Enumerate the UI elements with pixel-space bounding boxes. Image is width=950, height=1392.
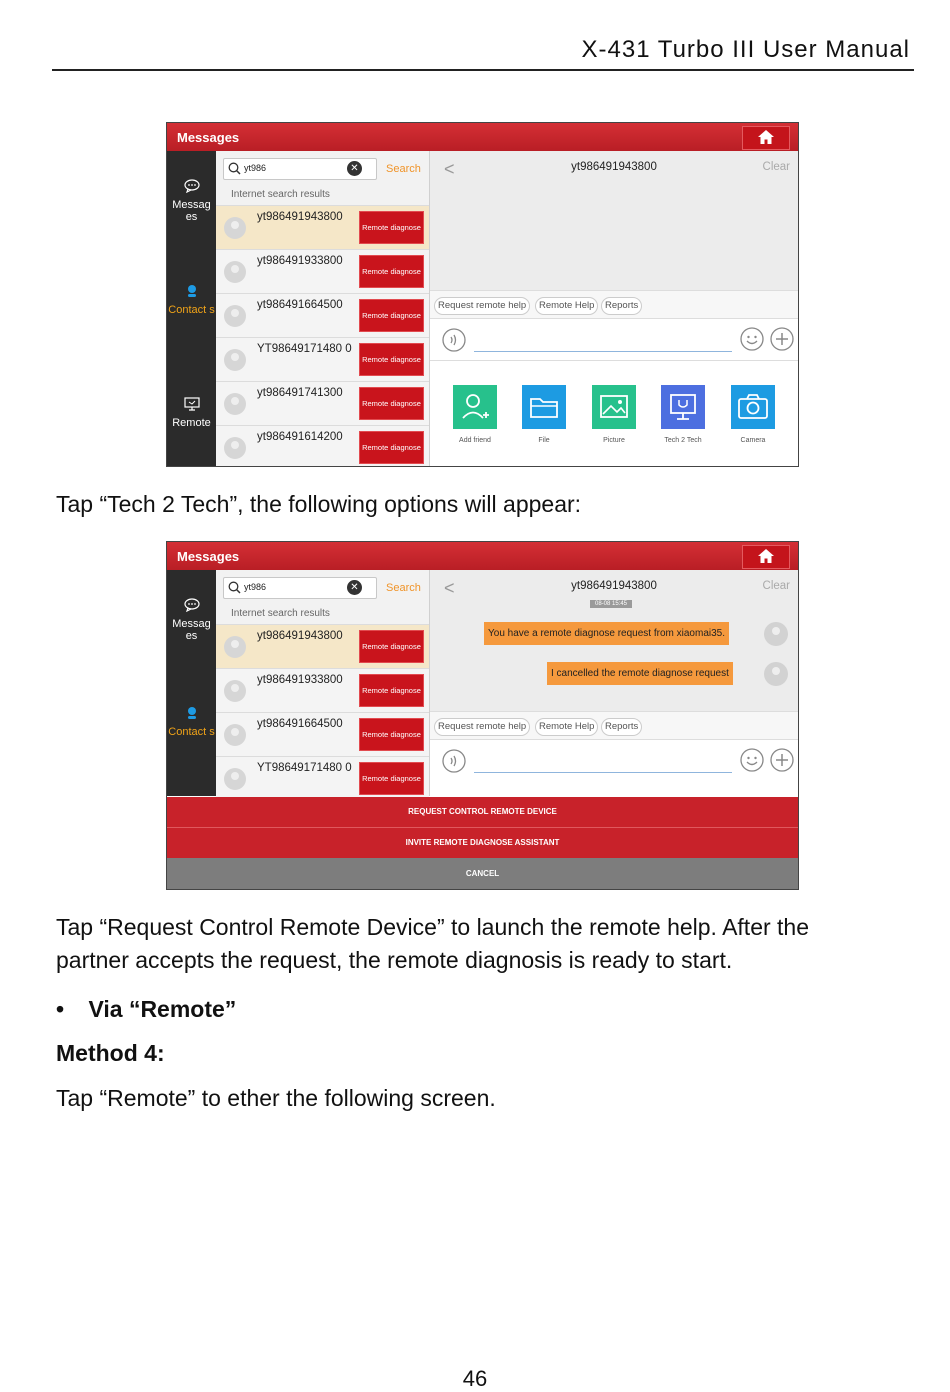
remote-help-button[interactable]: Remote Help xyxy=(535,297,598,315)
back-chevron-icon[interactable]: < xyxy=(444,578,455,598)
request-control-remote-device-button[interactable]: REQUEST CONTROL REMOTE DEVICE xyxy=(167,797,798,828)
search-icon xyxy=(228,581,241,594)
action-bar xyxy=(430,711,798,740)
remote-diagnose-button[interactable]: Remote diagnose xyxy=(359,255,424,288)
tool-picture[interactable] xyxy=(584,385,644,444)
remote-diagnose-button[interactable]: Remote diagnose xyxy=(359,762,424,795)
message-input-bar xyxy=(430,318,798,361)
message-timestamp: 08-08 15:45 xyxy=(590,600,632,608)
search-input-value: yt986 xyxy=(244,582,267,592)
sidebar xyxy=(167,570,216,796)
contact-icon xyxy=(185,706,199,720)
sidebar-item-messages[interactable] xyxy=(167,598,216,642)
chat-message: You have a remote diagnose request from xiaomai35. xyxy=(484,622,729,645)
list-item-name: YT98649171480 0 xyxy=(257,343,352,355)
sidebar-item-remote[interactable] xyxy=(167,397,216,429)
tool-label: Picture xyxy=(603,437,625,444)
list-item-name: yt986491943800 xyxy=(257,211,343,223)
chat-area xyxy=(430,151,798,290)
title-bar-label: Messages xyxy=(177,549,240,564)
clear-chat-button[interactable]: Clear xyxy=(762,580,790,592)
avatar xyxy=(764,662,788,686)
avatar xyxy=(224,305,246,327)
manual-title: X-431 Turbo III User Manual xyxy=(581,36,910,63)
bullet-label: Via “Remote” xyxy=(88,996,237,1022)
clear-chat-button[interactable]: Clear xyxy=(762,161,790,173)
avatar xyxy=(224,393,246,415)
avatar xyxy=(764,622,788,646)
results-header: Internet search results xyxy=(231,608,330,619)
message-input-bar xyxy=(430,739,798,797)
header-rule xyxy=(52,69,914,71)
contact-icon xyxy=(185,284,199,298)
clear-search-icon[interactable]: ✕ xyxy=(347,161,362,176)
list-item[interactable] xyxy=(216,425,429,467)
tool-label: Tech 2 Tech xyxy=(664,437,702,444)
page-number: 46 xyxy=(462,1366,488,1391)
list-item[interactable] xyxy=(216,293,429,337)
avatar xyxy=(224,680,246,702)
list-item-name: yt986491933800 xyxy=(257,674,343,686)
list-item-name: YT98649171480 0 xyxy=(257,762,352,774)
search-input[interactable] xyxy=(223,158,377,180)
list-item[interactable] xyxy=(216,756,429,800)
avatar xyxy=(224,636,246,658)
list-item[interactable] xyxy=(216,712,429,756)
home-icon xyxy=(758,549,774,563)
avatar xyxy=(224,349,246,371)
tool-label: File xyxy=(538,437,550,444)
title-bar xyxy=(167,542,798,570)
clear-search-icon[interactable]: ✕ xyxy=(347,580,362,595)
avatar xyxy=(224,724,246,746)
chat-peer-name: yt986491943800 xyxy=(571,161,657,173)
list-item-name: yt986491664500 xyxy=(257,299,343,311)
plus-icon[interactable] xyxy=(770,327,794,351)
tool-tech-2-tech[interactable] xyxy=(653,385,713,444)
tool-camera[interactable] xyxy=(723,385,783,444)
list-item[interactable] xyxy=(216,249,429,293)
search-results-pane xyxy=(216,570,430,796)
instruction-paragraph-remote: Tap “Remote” to ether the following screen. xyxy=(56,1085,496,1111)
caption-tech-2-tech: Tap “Tech 2 Tech”, the following options will appear: xyxy=(56,491,582,517)
list-item[interactable] xyxy=(216,381,429,425)
request-remote-help-button[interactable]: Request remote help xyxy=(434,297,530,315)
bullet-item xyxy=(56,996,236,1023)
avatar xyxy=(224,217,246,239)
tool-label: Camera xyxy=(740,437,766,444)
remote-diagnose-button[interactable]: Remote diagnose xyxy=(359,630,424,663)
reports-button[interactable]: Reports xyxy=(601,297,642,315)
remote-diagnose-button[interactable]: Remote diagnose xyxy=(359,431,424,464)
search-input[interactable] xyxy=(223,577,377,599)
message-input[interactable] xyxy=(474,772,732,773)
chat-message: I cancelled the remote diagnose request xyxy=(547,662,733,685)
remote-help-button[interactable]: Remote Help xyxy=(535,718,598,736)
list-item-name: yt986491614200 xyxy=(257,431,343,443)
screenshot-tech-2-tech-options xyxy=(166,541,799,890)
cancel-button[interactable]: CANCEL xyxy=(167,858,798,889)
home-icon xyxy=(758,130,774,144)
home-button[interactable] xyxy=(742,126,790,150)
reports-button[interactable]: Reports xyxy=(601,718,642,736)
remote-diagnose-button[interactable]: Remote diagnose xyxy=(359,387,424,420)
results-header: Internet search results xyxy=(231,189,330,200)
attachment-tools xyxy=(430,360,798,467)
sidebar-item-label: Contact s xyxy=(168,726,215,738)
back-chevron-icon[interactable]: < xyxy=(444,159,455,179)
search-button[interactable]: Search xyxy=(386,582,421,594)
bullet-dot: • xyxy=(56,996,65,1022)
invite-remote-diagnose-assistant-button[interactable]: INVITE REMOTE DIAGNOSE ASSISTANT xyxy=(167,828,798,858)
chat-peer-name: yt986491943800 xyxy=(571,580,657,592)
avatar xyxy=(224,768,246,790)
avatar xyxy=(224,261,246,283)
request-remote-help-button[interactable]: Request remote help xyxy=(434,718,530,736)
list-item[interactable] xyxy=(216,205,429,249)
search-results-pane xyxy=(216,151,430,466)
chat-area xyxy=(430,570,798,711)
remote-diagnose-button[interactable]: Remote diagnose xyxy=(359,211,424,244)
list-item-name: yt986491664500 xyxy=(257,718,343,730)
tech-2-tech-icon xyxy=(661,385,705,429)
emoji-icon[interactable] xyxy=(740,327,764,351)
message-input[interactable] xyxy=(474,351,732,352)
method-heading: Method 4: xyxy=(56,1040,165,1066)
home-button[interactable] xyxy=(742,545,790,569)
add-friend-icon xyxy=(453,385,497,429)
title-bar xyxy=(167,123,798,151)
title-bar-label: Messages xyxy=(177,130,240,145)
action-bar xyxy=(430,290,798,319)
remote-monitor-icon xyxy=(184,397,200,411)
voice-icon[interactable] xyxy=(442,328,466,352)
list-item[interactable] xyxy=(216,337,429,381)
list-item-name: yt986491741300 xyxy=(257,387,343,399)
list-item-name: yt986491933800 xyxy=(257,255,343,267)
sidebar-item-contacts[interactable] xyxy=(167,706,216,738)
search-input-value: yt986 xyxy=(244,163,267,173)
sidebar-item-contacts[interactable] xyxy=(167,284,216,316)
camera-icon xyxy=(731,385,775,429)
search-icon xyxy=(228,162,241,175)
folder-icon xyxy=(522,385,566,429)
plus-icon[interactable] xyxy=(770,748,794,772)
tool-file[interactable] xyxy=(514,385,574,444)
tool-label: Add friend xyxy=(459,437,491,444)
remote-diagnose-button[interactable]: Remote diagnose xyxy=(359,299,424,332)
list-item[interactable] xyxy=(216,668,429,712)
remote-diagnose-button[interactable]: Remote diagnose xyxy=(359,718,424,751)
list-item[interactable] xyxy=(216,624,429,668)
sidebar xyxy=(167,151,216,466)
screenshot-messages-search xyxy=(166,122,799,467)
voice-icon[interactable] xyxy=(442,749,466,773)
remote-diagnose-button[interactable]: Remote diagnose xyxy=(359,343,424,376)
sidebar-item-label: Contact s xyxy=(168,304,215,316)
emoji-icon[interactable] xyxy=(740,748,764,772)
sidebar-item-label: Remote xyxy=(172,417,211,429)
list-item-name: yt986491943800 xyxy=(257,630,343,642)
sidebar-item-label: Messag es xyxy=(172,618,211,642)
picture-icon xyxy=(592,385,636,429)
instruction-paragraph: Tap “Request Control Remote Device” to launch the remote help. After the partner accepts the request, the remote diagnosis is ready to start. xyxy=(56,914,810,973)
remote-diagnose-button[interactable]: Remote diagnose xyxy=(359,674,424,707)
tool-add-friend[interactable] xyxy=(445,385,505,444)
sidebar-item-label: Messag es xyxy=(172,199,211,223)
chat-bubble-icon xyxy=(184,598,200,612)
sidebar-item-messages[interactable] xyxy=(167,179,216,223)
search-button[interactable]: Search xyxy=(386,163,421,175)
avatar xyxy=(224,437,246,459)
chat-bubble-icon xyxy=(184,179,200,193)
